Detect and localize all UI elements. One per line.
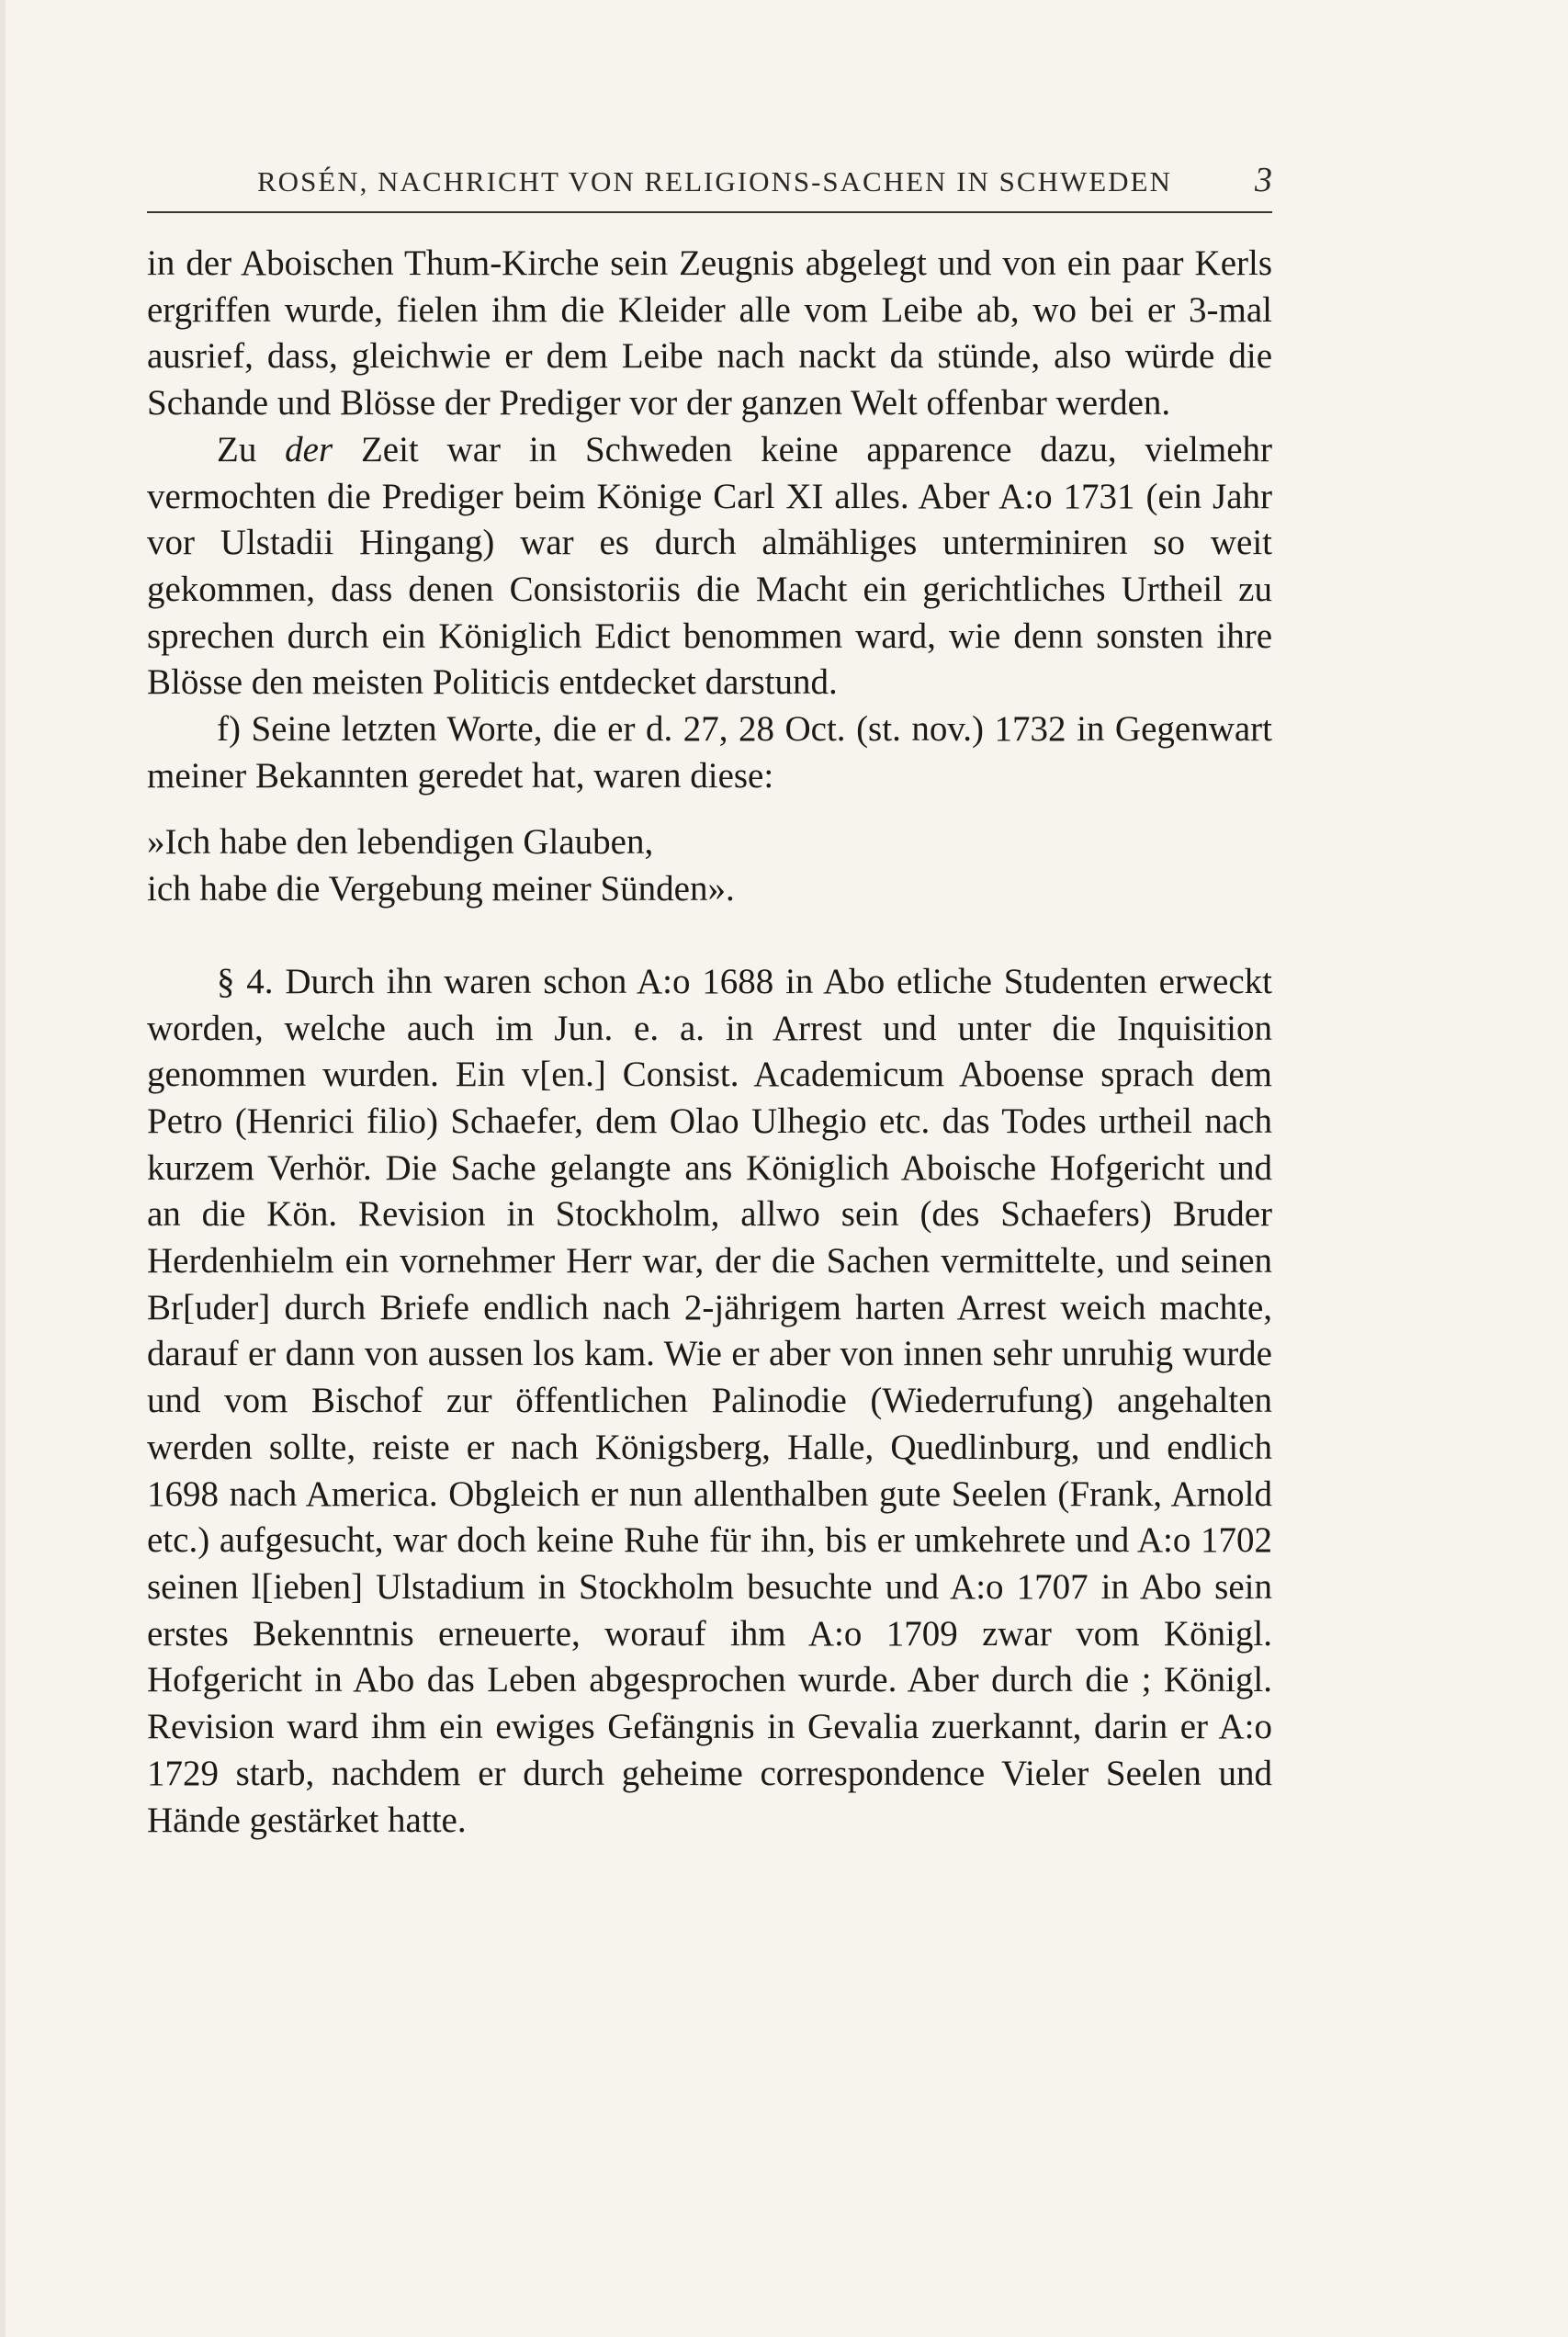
header-title: ROSÉN, NACHRICHT VON RELIGIONS-SACHEN IN SCHWEDEN	[257, 165, 1172, 198]
paragraph-3: f) Seine letzten Worte, die er d. 27, 28 Oct. (st. nov.) 1732 in Gegenwart meiner Bekannten geredet hat, waren diese:	[147, 709, 1272, 796]
verse-line-2: ich habe die Vergebung meiner Sünden».	[147, 869, 735, 909]
section-4-paragraph: § 4. Durch ihn waren schon A:o 1688 in Abo etliche Studenten erweckt worden, welche auch im Jun. e. a. in Arrest und unter die Inquisition genommen wurden. Ein v[en.] Consist. Academicum Aboense sprach dem Petro (Henrici filio) Schaefer, dem Olao Ulhegio etc. das Todes urtheil nach kurzem Verhör. Die Sache gelangte ans Königlich Aboische Hofgericht und an die Kön. Revision in Stockholm, allwo sein (des Schaefers) Bruder Herdenhielm ein vornehmer Herr war, der die Sachen vermittelte, und seinen Br[uder] durch Briefe endlich nach 2-jährigem harten Arrest weich machte, darauf er dann von aussen los kam. Wie er aber von innen sehr unruhig wurde und vom Bischof zur öffentlichen Palinodie (Wiederrufung) angehalten werden sollte, reiste er nach Königsberg, Halle, Quedlinburg, und endlich 1698 nach America. Obgleich er nun allenthalben gute Seelen (Frank, Arnold etc.) aufgesucht, war doch keine Ruhe für ihn, bis er umkehrete und A:o 1702 seinen l[ieben] Ulstadium in Stockholm besuchte und A:o 1707 in Abo sein erstes Bekenntnis erneuerte, worauf ihm A:o 1709 zwar vom Königl. Hofgericht in Abo das Leben abgesprochen wurde. Aber durch die ; Königl. Revision ward ihm ein ewiges Gefängnis in Gevalia zuerkannt, darin er A:o 1729 starb, nachdem er durch geheime correspondence Vieler Seelen und Hände gestärket hatte.	[147, 961, 1272, 1840]
running-header	[147, 156, 1272, 213]
paragraph-1: in der Aboischen Thum-Kirche sein Zeugnis abgelegt und von ein paar Kerls ergriffen wurde, fielen ihm die Kleider alle vom Leibe ab, wo bei er 3-mal ausrief, dass, gleichwie er dem Leibe nach nackt da stünde, also würde die Schande und Blösse der Prediger vor der ganzen Welt offenbar werden.	[147, 243, 1272, 423]
verse-line-1: »Ich habe den lebendigen Glauben,	[147, 822, 654, 863]
page-number: 3	[1255, 161, 1272, 199]
scan-edge	[0, 0, 6, 2337]
paragraph-2-rest: Zeit war in Schweden keine apparence dazu, vielmehr vermochten die Prediger beim Könige Carl XI alles. Aber A:o 1731 (ein Jahr vor Ulstadii Hingang) war es durch almähliges unterminiren so weit gekommen, dass denen Consistoriis die Macht ein gerichtliches Urtheil zu sprechen durch ein Königlich Edict benommen ward, wie denn sonsten ihre Blösse den meisten Politicis entdecket darstund.	[147, 429, 1272, 703]
paragraph-2	[147, 427, 1272, 706]
paragraph-2-start: Zu	[217, 429, 286, 469]
body-text	[147, 241, 1272, 1844]
paragraph-2-italic: der	[285, 429, 333, 469]
